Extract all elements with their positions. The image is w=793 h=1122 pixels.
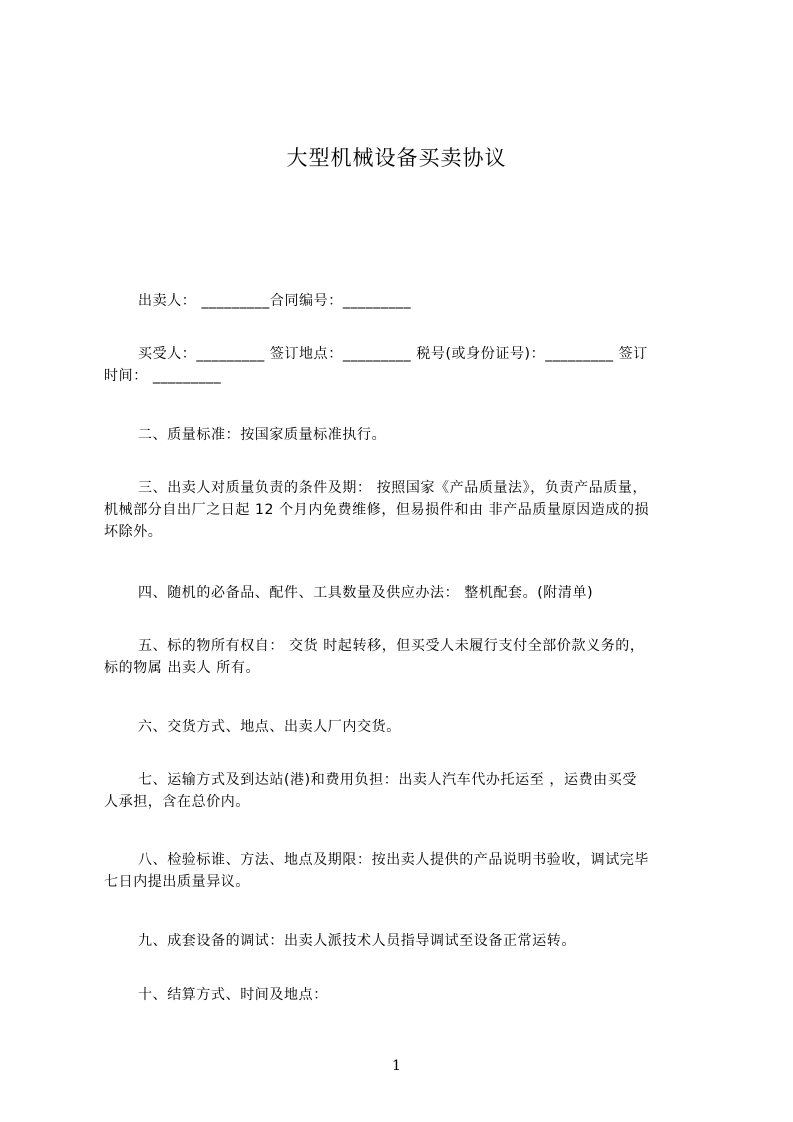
paragraph-line: 出卖人： _________合同编号：_________ [138, 293, 412, 309]
paragraph-clause-9 [104, 930, 700, 952]
paragraph-line: 三、出卖人对质量负责的条件及期： 按照国家《产品质量法》，负责产品质量， [138, 480, 648, 496]
paragraph-line: 五、标的物所有权自： 交货 时起转移，但买受人未履行支付全部价款义务的， [138, 638, 645, 654]
paragraph-line: 八、检验标谁、方法、地点及期限：按出卖人提供的产品说明书验收，调试完毕 [138, 852, 649, 868]
page-number: 1 [392, 1058, 401, 1074]
paragraph-clause-6 [104, 716, 700, 738]
paragraph-line: 买受人：_________ 签订地点：_________ 税号(或身份证号)：_________ 签订 [138, 346, 648, 362]
paragraph-line: 人承担，含在总价内。 [104, 794, 250, 810]
paragraph-clause-2 [104, 424, 700, 446]
paragraph-line: 四、随机的必备品、配件、工具数量及供应办法： 整机配套。(附清单) [138, 585, 594, 601]
paragraph-clause-7 [104, 769, 700, 813]
paragraph-line: 机械部分自出厂之日起 12 个月内免费维修，但易损件和由 非产品质量原因造成的损 [104, 502, 650, 518]
paragraph-line: 时间： _________ [104, 368, 222, 384]
paragraph-clause-4 [104, 582, 700, 604]
paragraph-line: 坏除外。 [104, 524, 163, 540]
paragraph-buyer [104, 343, 700, 387]
paragraph-clause-10 [104, 984, 700, 1006]
paragraph-clause-3 [104, 477, 700, 543]
paragraph-line: 七日内提出质量异议。 [104, 874, 250, 890]
paragraph-line: 七、运输方式及到达站(港)和费用负担：出卖人汽车代办托运至 ，运费由买受 [138, 772, 637, 788]
paragraph-clause-8 [104, 849, 700, 893]
paragraph-line: 六、交货方式、地点、出卖人厂内交货。 [138, 719, 401, 735]
document-title: 大型机械设备买卖协议 [286, 146, 507, 170]
paragraph-seller [104, 290, 700, 312]
paragraph-line: 标的物属 出卖人 所有。 [104, 660, 261, 676]
paragraph-clause-5 [104, 635, 700, 679]
paragraph-line: 二、质量标准：按国家质量标准执行。 [138, 427, 387, 443]
paragraph-line: 十、结算方式、时间及地点： [138, 987, 328, 1003]
paragraph-line: 九、成套设备的调试：出卖人派技术人员指导调试至设备正常运转。 [138, 933, 576, 949]
